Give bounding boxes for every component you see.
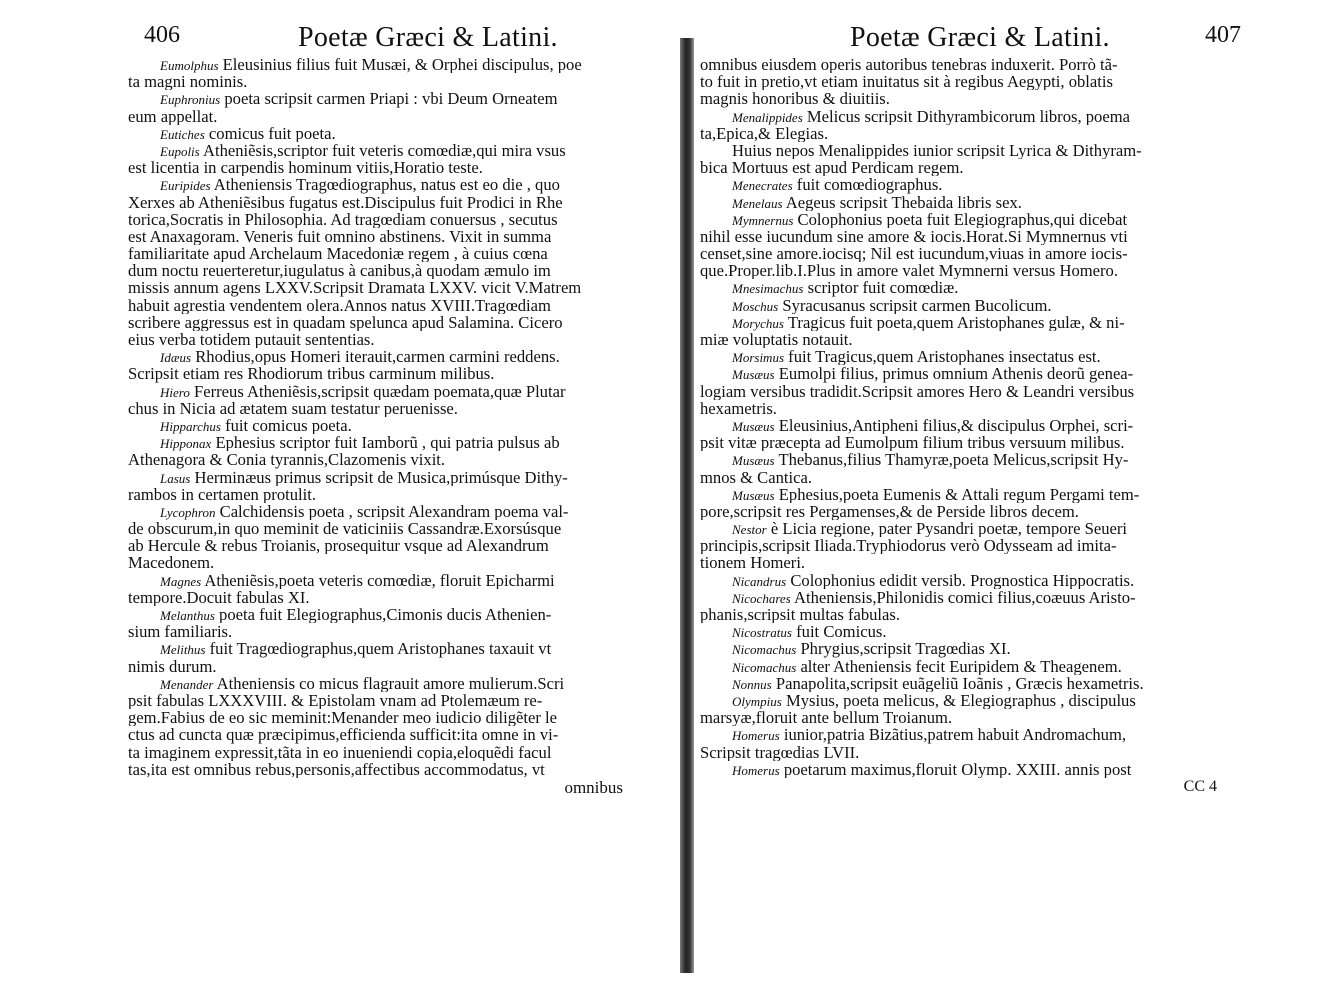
text-line — [700, 125, 1245, 142]
text-line — [700, 675, 1245, 692]
line-text: fuit Tragœdiographus,quem Aristophanes taxauit vt — [209, 640, 552, 658]
line-text: Atheniensis,Philonidis comici filius,coæuus Aristo- — [793, 588, 1136, 606]
line-text: sium familiaris. — [128, 623, 233, 641]
line-text: Eleusinius filius fuit Musæi, & Orphei discipulus, poe — [222, 56, 582, 74]
line-text: censet,sine amore.iocisq; Nil est iucundum,viuas in amore iocis- — [700, 245, 1128, 263]
running-title-right: Poetæ Græci & Latini. — [850, 22, 1110, 53]
left-page-text — [128, 56, 663, 778]
line-text: poeta scripsit carmen Priapi : vbi Deum Orneatem — [224, 90, 558, 108]
line-text: gem.Fabius de eo sic meminit:Menander meo iudicio diligẽter le — [128, 709, 558, 727]
line-text: Athenagora & Conia tyrannis,Clazomenis vixit. — [128, 451, 446, 469]
text-line — [128, 486, 663, 503]
line-text: eius verba totidem putauit sententias. — [128, 331, 375, 349]
text-line — [700, 194, 1245, 211]
entry-name: Nicandrus — [732, 573, 787, 589]
line-text: psit fabulas LXXXVIII. & Epistolam vnam ad Ptolemæum re- — [128, 691, 543, 710]
text-line — [700, 228, 1245, 245]
line-text: ta,Epica,& Elegias. — [700, 124, 829, 142]
text-line — [700, 314, 1245, 331]
text-line — [128, 194, 663, 211]
entry-name: Hiero — [160, 384, 190, 400]
line-text: Tragicus fuit poeta,quem Aristophanes gulæ, & ni- — [787, 313, 1125, 331]
entry-name: Mymnernus — [732, 212, 794, 228]
entry-name: Eupolis — [160, 143, 200, 159]
line-text: psit vitæ præcepta ad Eumolpum filium tribus versuum milibus. — [700, 434, 1125, 452]
line-text: fuit comicus poeta. — [225, 416, 352, 435]
text-line — [128, 159, 663, 176]
text-line — [128, 297, 663, 314]
line-text: nihil esse iucundum sine amore & iocis.Horat.Si Mymnernus vti — [700, 227, 1128, 246]
entry-name: Nonnus — [732, 676, 772, 692]
line-text: Phrygius,scripsit Tragœdias XI. — [800, 640, 1011, 658]
entry-name: Olympius — [732, 693, 782, 709]
right-page — [700, 22, 1245, 992]
text-line — [700, 537, 1245, 554]
line-text: ab Hercule & rebus Troianis, prosequitur vsque ad Alexandrum — [128, 537, 549, 555]
line-text: Huius nepos Menalippides iunior scripsit Lyrica & Dithyram- — [732, 141, 1142, 160]
entry-name: Morsimus — [732, 350, 785, 366]
text-line — [128, 537, 663, 554]
line-text: to fuit in pretio,vt etiam inuitatus sit à regibus Aegypti, oblatis — [700, 73, 1113, 91]
line-text: dum noctu reuerteretur,iugulatus à canibus,à quodam æmulo im — [128, 262, 551, 280]
entry-name: Nicomachus — [732, 659, 797, 675]
text-line — [700, 331, 1245, 348]
text-line — [700, 520, 1245, 537]
text-line — [128, 211, 663, 228]
text-line — [700, 108, 1245, 125]
text-line — [128, 245, 663, 262]
entry-name: Moschus — [732, 298, 779, 314]
line-text: comicus fuit poeta. — [208, 124, 336, 142]
text-line — [128, 503, 663, 520]
book-gutter — [680, 38, 694, 973]
signature-mark: CC 4 — [1183, 777, 1217, 795]
text-line — [128, 589, 663, 606]
text-line — [128, 365, 663, 382]
line-text: Ephesius,poeta Eumenis & Attali regum Pergami tem- — [778, 485, 1140, 503]
text-line — [700, 365, 1245, 382]
line-text: tempore.Docuit fabulas XI. — [128, 588, 310, 606]
entry-name: Euphronius — [160, 92, 221, 108]
text-line — [128, 761, 663, 778]
line-text: marsyæ,floruit ante bellum Troianum. — [700, 709, 953, 727]
line-text: è Licia regione, pater Pysandri poetæ, tempore Seueri — [770, 520, 1128, 538]
line-text: familiaritate apud Archelaum Macedoniæ regem , à cuius cœna — [128, 245, 548, 263]
text-line — [700, 503, 1245, 520]
text-line — [128, 56, 663, 73]
entry-name: Musæus — [732, 418, 775, 434]
text-line — [700, 90, 1245, 107]
line-text: rambos in certamen protulit. — [128, 485, 317, 503]
right-page-header — [700, 22, 1245, 56]
line-text: chus in Nicia ad ætatem suam testatur peruenisse. — [128, 399, 458, 417]
line-text: magnis honoribus & diuitiis. — [700, 90, 890, 108]
text-line — [700, 692, 1245, 709]
line-text: eum appellat. — [128, 107, 218, 125]
entry-name: Nicochares — [732, 590, 791, 606]
line-text: Atheniẽsis,poeta veteris comœdiæ, floruit Epicharmi — [204, 571, 555, 589]
line-text: Xerxes ab Atheniẽsibus fugatus est.Discipulus fuit Prodici in Rhe — [128, 193, 563, 211]
line-text: Ferreus Atheniẽsis,scripsit quædam poemata,quæ Plutar — [194, 382, 566, 400]
entry-name: Menelaus — [732, 195, 783, 211]
left-page-header — [128, 22, 663, 56]
line-text: logiam versibus tradidit.Scripsit amores Hero & Leandri versibus — [700, 382, 1135, 400]
line-text: Macedonem. — [128, 554, 215, 572]
line-text: Colophonius edidit versib. Prognostica Hippocratis. — [790, 571, 1135, 589]
text-line — [128, 692, 663, 709]
text-line — [700, 640, 1245, 657]
left-page — [128, 22, 663, 992]
text-line — [700, 348, 1245, 365]
text-line — [700, 279, 1245, 296]
text-line — [128, 142, 663, 159]
entry-name: Menander — [160, 676, 214, 692]
text-line — [128, 125, 663, 142]
entry-name: Menalippides — [732, 109, 803, 125]
entry-name: Nicostratus — [732, 625, 792, 641]
right-page-text — [700, 56, 1245, 778]
text-line — [700, 486, 1245, 503]
entry-name: Nicomachus — [732, 642, 797, 658]
line-text: ctus ad cuncta quæ præcipimus,efficienda sufficit:ita omne in vi- — [128, 726, 559, 744]
entry-name: Lycophron — [160, 504, 216, 520]
line-text: miæ voluptatis notauit. — [700, 331, 853, 349]
text-line — [128, 434, 663, 451]
line-text: fuit Tragicus,quem Aristophanes insectatus est. — [788, 348, 1101, 366]
text-line — [128, 348, 663, 365]
line-text: poeta fuit Elegiographus,Cimonis ducis Athenien- — [219, 606, 552, 624]
text-line — [700, 211, 1245, 228]
text-line — [700, 383, 1245, 400]
line-text: scribere aggressus est in quadam spelunca apud Salamina. Cicero — [128, 313, 563, 331]
text-line — [128, 726, 663, 743]
line-text: Eleusinius,Antipheni filius,& discipulus Orphei, scri- — [778, 416, 1134, 435]
entry-name: Homerus — [732, 728, 780, 744]
text-line — [700, 761, 1245, 778]
entry-name: Eumolphus — [160, 58, 219, 73]
line-text: tas,ita est omnibus rebus,personis,affectibus accommodatus, vt — [128, 760, 545, 778]
text-line — [128, 623, 663, 640]
line-text: Calchidensis poeta , scripsit Alexandram poema val- — [219, 502, 569, 521]
text-line — [700, 73, 1245, 90]
line-text: fuit Comicus. — [796, 623, 887, 641]
line-text: nimis durum. — [128, 657, 217, 675]
line-text: poetarum maximus,floruit Olymp. XXIII. annis post — [783, 760, 1132, 778]
line-text: phanis,scripsit multas fabulas. — [700, 606, 901, 624]
text-line — [700, 176, 1245, 193]
entry-name: Nestor — [732, 522, 767, 538]
text-line — [128, 279, 663, 296]
text-line — [700, 434, 1245, 451]
text-line — [128, 108, 663, 125]
line-text: fuit comœdiographus. — [796, 176, 943, 194]
line-text: mnos & Cantica. — [700, 468, 812, 486]
text-line — [128, 709, 663, 726]
line-text: Colophonius poeta fuit Elegiographus,qui dicebat — [797, 210, 1128, 228]
text-line — [128, 400, 663, 417]
line-text: Scripsit etiam res Rhodiorum tribus carminum milibus. — [128, 365, 495, 383]
text-line — [128, 658, 663, 675]
text-line — [128, 383, 663, 400]
text-line — [128, 314, 663, 331]
line-text: Mysius, poeta melicus, & Elegiographus , discipulus — [786, 691, 1136, 710]
text-line — [700, 744, 1245, 761]
text-line — [700, 709, 1245, 726]
line-text: que.Proper.lib.I.Plus in amore valet Mymnerni versus Homero. — [700, 262, 1118, 280]
text-line — [128, 262, 663, 279]
line-text: Melicus scripsit Dithyrambicorum libros, poema — [806, 107, 1130, 125]
line-text: est Anaxagoram. Veneris fuit omnino abstinens. Vixit in summa — [128, 227, 552, 246]
text-line — [700, 262, 1245, 279]
entry-name: Musæus — [732, 367, 775, 383]
line-text: Ephesius scriptor fuit Iamborũ , qui patria pulsus ab — [215, 434, 560, 452]
line-text: torica,Socratis in Philosophia. Ad tragœdiam conuersus , secutus — [128, 210, 558, 228]
text-line — [700, 297, 1245, 314]
line-text: Eumolpi filius, primus omnium Athenis deorũ genea- — [778, 365, 1134, 383]
line-text: ta magni nominis. — [128, 73, 248, 91]
text-line — [128, 520, 663, 537]
line-text: pore,scripsit res Pergamenses,& de Perside libros decem. — [700, 502, 1079, 521]
entry-name: Magnes — [160, 573, 202, 589]
line-text: bica Mortuus est apud Perdicam regem. — [700, 159, 964, 177]
text-line — [128, 469, 663, 486]
running-title-left: Poetæ Græci & Latini. — [298, 22, 558, 53]
entry-name: Lasus — [160, 470, 191, 486]
line-text: Panapolita,scripsit euãgeliũ Ioãnis , Græcis hexametris. — [775, 674, 1144, 692]
line-text: iunior,patria Bizãtius,patrem habuit Andromachum, — [783, 726, 1127, 744]
text-line — [128, 331, 663, 348]
line-text: est licentia in carpendis hominum vitiis,Horatio teste. — [128, 159, 483, 177]
line-text: principis,scripsit Iliada.Tryphiodorus verò Odysseam ad imita- — [700, 537, 1117, 555]
line-text: habuit agrestia vendentem olera.Annos natus XVIII.Tragœdiam — [128, 296, 551, 314]
line-text: scriptor fuit comœdiæ. — [807, 279, 959, 297]
line-text: Herminæus primus scripsit de Musica,primúsque Dithy- — [194, 468, 568, 486]
entry-name: Homerus — [732, 762, 780, 778]
entry-name: Idæus — [160, 350, 192, 366]
line-text: Atheniensis co micus flagrauit amore mulierum.Scri — [216, 674, 565, 692]
text-line — [700, 469, 1245, 486]
text-line — [128, 90, 663, 107]
text-line — [128, 572, 663, 589]
line-text: Syracusanus scripsit carmen Bucolicum. — [782, 296, 1052, 314]
line-text: ta imaginem expressit,tãta in eo inueniendi copia,eloquẽdi facul — [128, 743, 552, 761]
line-text: Aegeus scripsit Thebaida libris sex. — [785, 193, 1022, 211]
text-line — [700, 606, 1245, 623]
text-line — [128, 675, 663, 692]
entry-name: Melithus — [160, 642, 206, 658]
text-line — [700, 159, 1245, 176]
text-line — [128, 228, 663, 245]
text-line — [128, 451, 663, 468]
line-text: tionem Homeri. — [700, 554, 806, 572]
text-line — [128, 176, 663, 193]
text-line — [700, 245, 1245, 262]
text-line — [128, 73, 663, 90]
entry-name: Mnesimachus — [732, 281, 804, 297]
text-line — [128, 417, 663, 434]
line-text: hexametris. — [700, 399, 777, 417]
text-line — [700, 417, 1245, 434]
entry-name: Hipponax — [160, 436, 212, 452]
line-text: Rhodius,opus Homeri iterauit,carmen carmini reddens. — [195, 348, 560, 366]
text-line — [700, 400, 1245, 417]
line-text: Atheniẽsis,scriptor fuit veteris comœdiæ,qui mira vsus — [202, 141, 566, 160]
line-text: missis annum agens LXXV.Scripsit Dramata LXXV. vicit V.Matrem — [128, 279, 582, 297]
text-line — [700, 726, 1245, 743]
text-line — [700, 56, 1245, 73]
entry-name: Euripides — [160, 178, 211, 194]
entry-name: Eutiches — [160, 126, 205, 142]
line-text: Scripsit tragœdias LVII. — [700, 743, 860, 761]
line-text: de obscurum,in quo meminit de vaticiniis Cassandræ.Exorsúsque — [128, 520, 562, 538]
text-line — [700, 658, 1245, 675]
text-line — [700, 589, 1245, 606]
entry-name: Musæus — [732, 487, 775, 503]
line-text: alter Atheniensis fecit Euripidem & Theagenem. — [800, 657, 1122, 675]
text-line — [700, 451, 1245, 468]
line-text: Atheniensis Tragœdiographus, natus est eo die , quo — [213, 176, 560, 194]
page-number-left: 406 — [144, 22, 180, 48]
text-line — [700, 142, 1245, 159]
text-line — [700, 554, 1245, 571]
text-line — [128, 640, 663, 657]
entry-name: Morychus — [732, 315, 784, 331]
page-number-right: 407 — [1205, 22, 1241, 48]
text-line — [700, 623, 1245, 640]
text-line — [128, 744, 663, 761]
entry-name: Menecrates — [732, 178, 793, 194]
entry-name: Melanthus — [160, 608, 215, 623]
catchword: omnibus — [564, 777, 623, 796]
text-line — [128, 554, 663, 571]
line-text: omnibus eiusdem operis autoribus tenebras induxerit. Porrò tã- — [700, 56, 1118, 74]
text-line — [700, 572, 1245, 589]
entry-name: Musæus — [732, 453, 775, 469]
entry-name: Hipparchus — [160, 418, 221, 434]
line-text: Thebanus,filius Thamyræ,poeta Melicus,scripsit Hy- — [778, 451, 1129, 469]
text-line — [128, 606, 663, 623]
